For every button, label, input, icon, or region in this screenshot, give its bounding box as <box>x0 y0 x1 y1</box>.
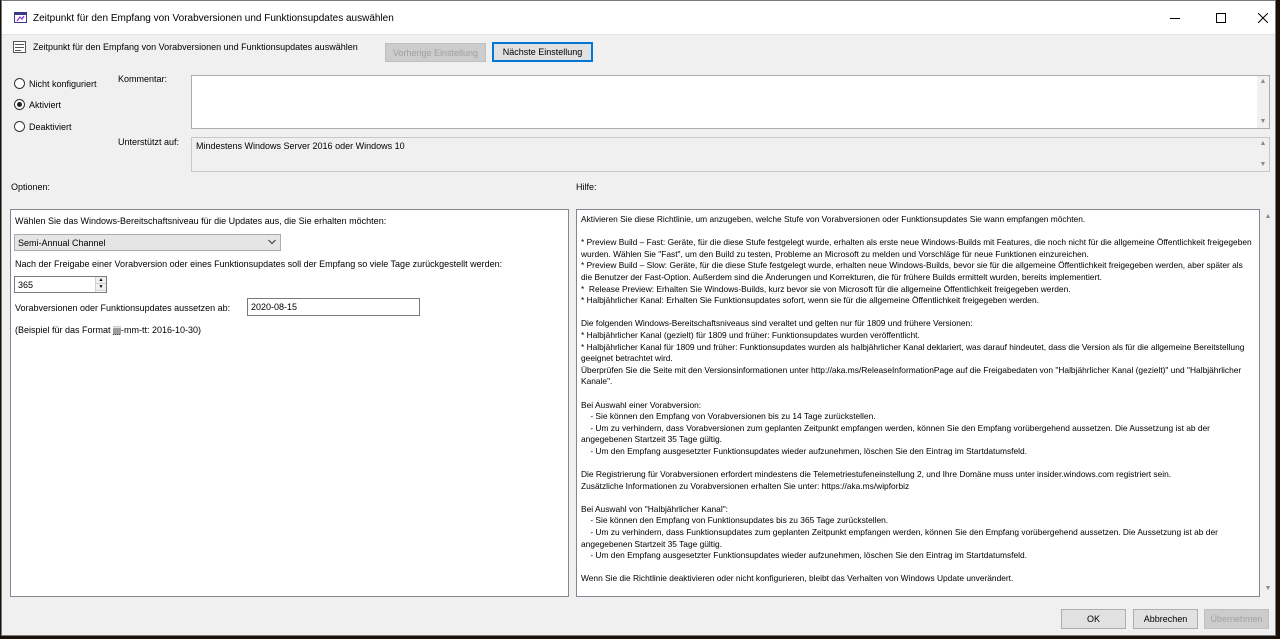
setting-title: Zeitpunkt für den Empfang von Vorabversionen und Funktionsupdates auswählen <box>33 42 358 52</box>
supported-scrollbar[interactable] <box>1257 138 1269 171</box>
radio-button[interactable] <box>14 99 25 110</box>
radio-disabled[interactable] <box>14 121 72 132</box>
readiness-dropdown[interactable] <box>14 234 281 251</box>
radio-enabled[interactable] <box>14 99 61 110</box>
options-panel <box>10 209 569 597</box>
maximize-icon <box>1216 13 1226 23</box>
supported-field <box>191 137 1270 172</box>
next-setting-button[interactable]: Nächste Einstellung <box>492 42 593 62</box>
radio-button[interactable] <box>14 121 25 132</box>
defer-label: Nach der Freigabe einer Vorabversion oder eines Funktionsupdates soll der Empfang so viele Tage zurückgestellt werden: <box>15 259 503 269</box>
radio-button[interactable] <box>14 78 25 89</box>
policy-dialog <box>1 0 1276 636</box>
radio-not-configured[interactable] <box>14 78 97 89</box>
scroll-up-icon[interactable]: ▲ <box>1259 140 1267 147</box>
pause-date-input[interactable] <box>247 298 420 316</box>
defer-days-value: 365 <box>18 279 34 290</box>
scroll-down-icon[interactable]: ▼ <box>1264 585 1272 592</box>
scroll-down-icon[interactable]: ▼ <box>1259 161 1267 168</box>
pause-date-value: 2020-08-15 <box>251 302 298 312</box>
supported-label: Unterstützt auf: <box>118 137 180 147</box>
comment-scrollbar[interactable] <box>1257 76 1269 128</box>
spinner-buttons[interactable] <box>95 277 106 292</box>
help-panel <box>576 209 1260 597</box>
ok-button[interactable]: OK <box>1061 609 1126 629</box>
defer-days-spinner[interactable] <box>14 276 107 293</box>
supported-value: Mindestens Windows Server 2016 oder Windows 10 <box>196 141 405 151</box>
help-label: Hilfe: <box>576 182 597 192</box>
radio-label: Aktiviert <box>29 99 62 110</box>
readiness-label: Wählen Sie das Windows-Bereitschaftsniveau für die Updates aus, die Sie erhalten möchten: <box>15 216 387 226</box>
previous-setting-button[interactable]: Vorherige Einstellung <box>385 43 486 62</box>
help-scrollbar[interactable] <box>1262 209 1274 597</box>
format-hint: (Beispiel für das Format jjjj-mm-tt: 2016-10-30) <box>15 325 202 335</box>
close-icon <box>1258 13 1268 23</box>
policy-icon <box>14 12 27 23</box>
chevron-down-icon <box>268 238 276 246</box>
comment-label: Kommentar: <box>118 74 168 84</box>
minimize-button[interactable] <box>1152 1 1198 35</box>
window-title: Zeitpunkt für den Empfang von Vorabversionen und Funktionsupdates auswählen <box>33 13 394 24</box>
close-button[interactable] <box>1240 1 1280 35</box>
setting-icon <box>13 41 26 53</box>
comment-field[interactable] <box>191 75 1270 129</box>
pause-label: Vorabversionen oder Funktionsupdates aussetzen ab: <box>15 303 231 313</box>
readiness-value: Semi-Annual Channel <box>18 237 106 248</box>
maximize-button[interactable] <box>1198 1 1244 35</box>
minimize-icon <box>1170 13 1180 23</box>
scroll-down-icon[interactable]: ▼ <box>1259 118 1267 125</box>
radio-label: Deaktiviert <box>29 121 72 132</box>
radio-label: Nicht konfiguriert <box>29 78 97 89</box>
spin-down-icon[interactable]: ▼ <box>96 284 106 291</box>
title-bar[interactable] <box>2 1 1275 35</box>
cancel-button[interactable]: Abbrechen <box>1133 609 1198 629</box>
apply-button[interactable]: Übernehmen <box>1204 609 1269 629</box>
scroll-up-icon[interactable]: ▲ <box>1264 213 1272 220</box>
spin-up-icon[interactable]: ▲ <box>96 277 106 284</box>
scroll-up-icon[interactable]: ▲ <box>1259 78 1267 85</box>
options-label: Optionen: <box>11 182 51 192</box>
help-text: Aktivieren Sie diese Richtlinie, um anzugeben, welche Stufe von Vorabversionen oder Funktionsupdates Sie wann empfangen möchten. * Preview Build – Fast: Geräte, für die diese Stufe festgelegt wurde, erhalten als erste neue Windows-Builds mit Features, die noch nicht für die allgemeine Öffentlichkeit freigegeben wurden. Wählen Sie "Fast", um den Build zu testen, Probleme an Microsoft zu melden und Vorschläge für neue Funktionen einzureichen. * Preview Build – Slow: Geräte, für die diese Stufe festgelegt wurde, erhalten neue Windows-Builds, bevor sie für die allgemeine Öffentlichkeit freigegeben werden, aber später als die Benutzer der Fast-Option. Außerdem sind die Änderungen und Korrekturen, die für frühere Builds ermittelt wurden, bereits implementiert. * Release Preview: Erhalten Sie Windows-Builds, kurz bevor sie von Microsoft für die allgemeine Öffentlichkeit freigegeben werden. * Halbjährlicher Kanal: Erhalten Sie Funktionsupdates sofort, wenn sie für die allgemeine Öffentlichkeit freigegeben werden. Die folgenden Windows-Bereitschaftsniveaus sind veraltet und gelten nur für 1809 und frühere Versionen: * Halbjährlicher Kanal (gezielt) für 1809 und früher: Funktionsupdates wurden veröffentlicht. * Halbjährlicher Kanal für 1809 und früher: Funktionsupdates wurden als halbjährlicher Kanal deklariert, was darauf hindeutet, dass die Version als für die allgemeine Bereitstellung geeignet betrachtet wird. Überprüfen Sie die Seite mit den Versionsinformationen unter http://aka.ms/ReleaseInformationPage auf die Freigabedaten von "Halbjährlicher Kanal (gezielt)" und "Halbjährlicher Kanale". Bei Auswahl einer Vorabversion: - Sie können den Empfang von Vorabversionen bis zu 14 Tage zurückstellen. - Um zu verhindern, dass Vorabversionen zum geplanten Zeitpunkt empfangen werden, können Sie den Empfang vorübergehend aussetzen. Die Aussetzung ist ab der angegebenen Startzeit 35 Tage gültig. - Um den Empfang ausgesetzter Funktionsupdates wieder aufzunehmen, löschen Sie den Eintrag im Startdatumsfeld. Die Registrierung für Vorabversionen erfordert mindestens die Telemetriestufeneinstellung 2, und Ihre Domäne muss unter insider.windows.com registriert sein. Zusätzliche Informationen zu Vorabversionen erhalten Sie unter: https://aka.ms/wipforbiz Bei Auswahl von "Halbjährlicher Kanal": - Sie können den Empfang von Funktionsupdates bis zu 365 Tage zurückstellen. - Um zu verhindern, dass Funktionsupdates zum geplanten Zeitpunkt empfangen werden, können Sie den Empfang vorübergehend aussetzen. Die Aussetzung ist ab der angegebenen Startzeit 35 Tage gültig. - Um den Empfang ausgesetzter Funktionsupdates wieder aufzunehmen, löschen Sie den Eintrag im Startdatumsfeld. Wenn Sie die Richtlinie deaktivieren oder nicht konfigurieren, bleibt das Verhalten von Windows Update unverändert. <box>581 214 1252 584</box>
